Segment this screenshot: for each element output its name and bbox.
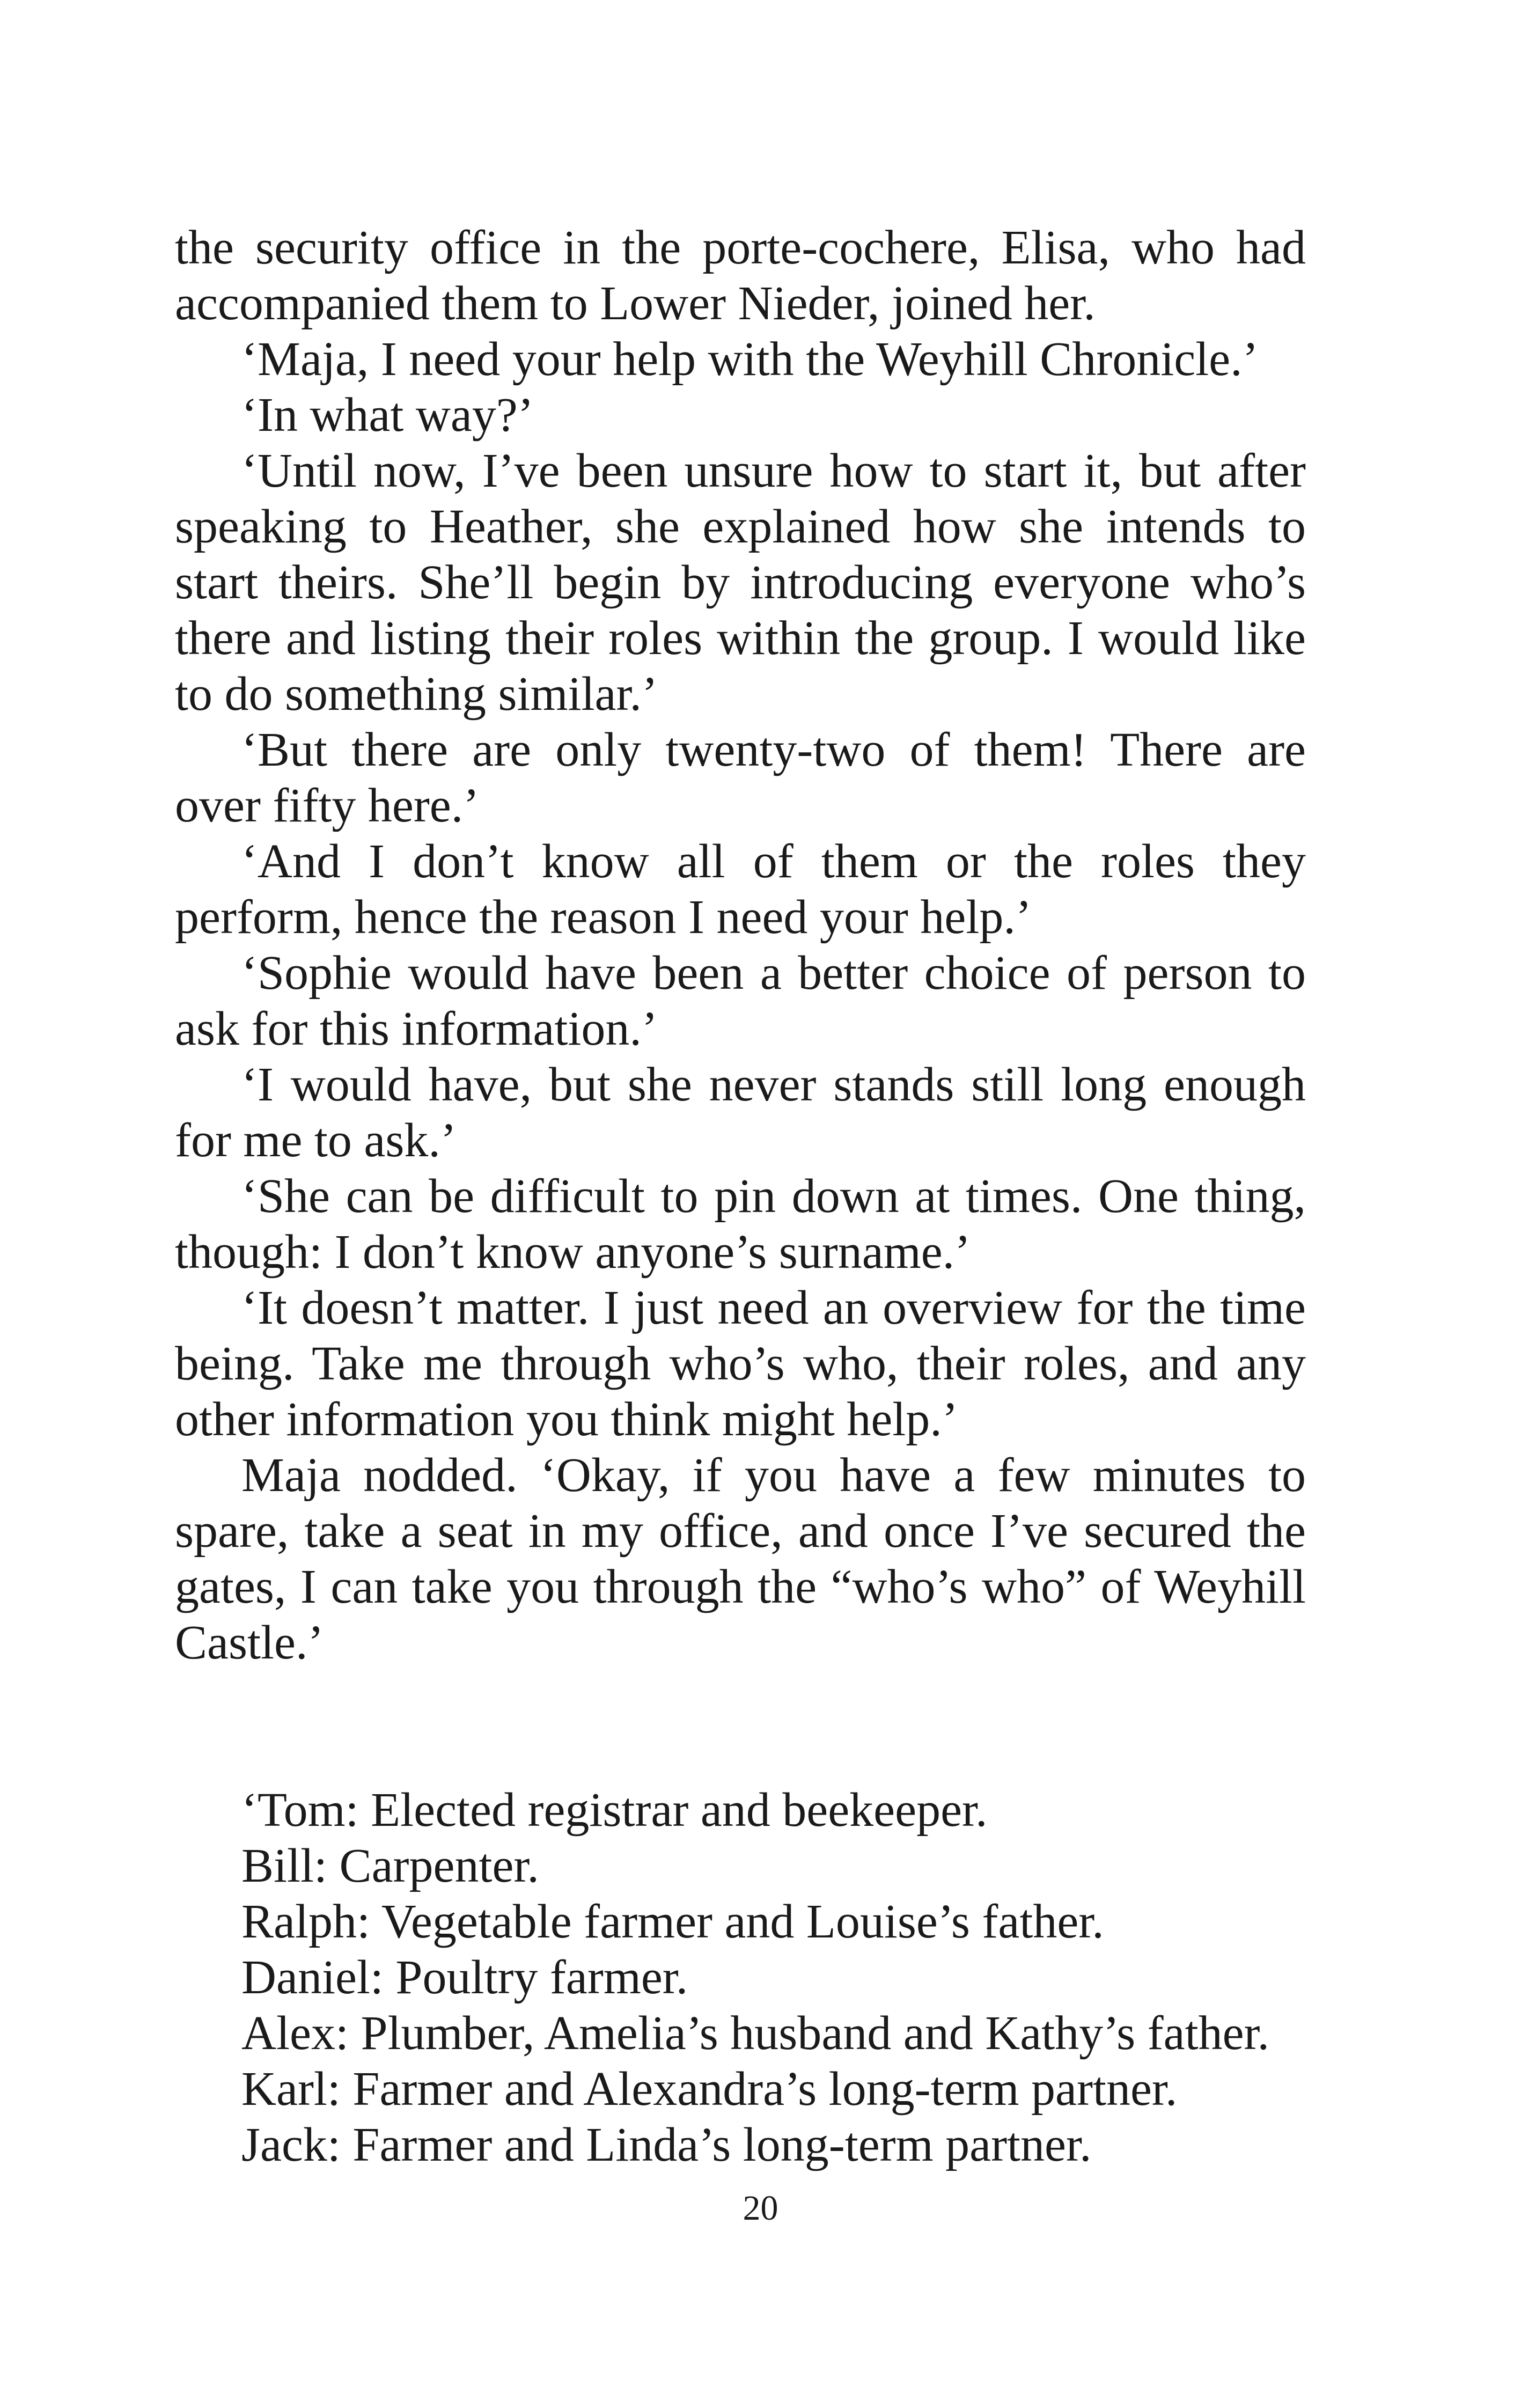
- paragraph: ‘She can be difficult to pin down at times. One thing, though: I don’t know anyone’s surname.’: [175, 1170, 1306, 1279]
- list-item: ‘Tom: Elected registrar and beekeeper.: [241, 1783, 988, 1837]
- page-body: [175, 220, 1306, 2173]
- list-item: Karl: Farmer and Alexandra’s long-term partner.: [241, 2062, 1178, 2116]
- paragraph: Maja nodded. ‘Okay, if you have a few minutes to spare, take a seat in my office, and once I’ve secured the gates, I can take you through the “who’s who” of Weyhill Castle.’: [175, 1449, 1306, 1669]
- paragraph: the security office in the porte-cochere, Elisa, who had accompanied them to Lower Nieder, joined her.: [175, 221, 1306, 330]
- paragraph: ‘I would have, but she never stands still long enough for me to ask.’: [175, 1058, 1306, 1167]
- paragraph: ‘It doesn’t matter. I just need an overview for the time being. Take me through who’s who, their roles, and any other information you think might help.’: [175, 1281, 1306, 1446]
- list-item: Bill: Carpenter.: [241, 1839, 539, 1892]
- list-item: Alex: Plumber, Amelia’s husband and Kathy’s father.: [241, 2007, 1270, 2060]
- list-item: Ralph: Vegetable farmer and Louise’s father.: [241, 1895, 1104, 1948]
- roles-list: [175, 1782, 1306, 2173]
- paragraph: ‘In what way?’: [241, 388, 534, 442]
- page-number: 20: [743, 2189, 778, 2228]
- paragraph: ‘But there are only twenty-two of them! There are over fifty here.’: [175, 723, 1306, 832]
- list-item: Daniel: Poultry farmer.: [241, 1951, 688, 2004]
- paragraph: ‘And I don’t know all of them or the roles they perform, hence the reason I need your help.’: [175, 835, 1306, 944]
- paragraph: ‘Maja, I need your help with the Weyhill Chronicle.’: [241, 333, 1259, 386]
- paragraph: ‘Sophie would have been a better choice of person to ask for this information.’: [175, 946, 1306, 1055]
- list-item: Jack: Farmer and Linda’s long-term partner.: [241, 2118, 1092, 2171]
- paragraph: ‘Until now, I’ve been unsure how to start it, but after speaking to Heather, she explained how she intends to start theirs. She’ll begin by introducing everyone who’s there and listing their roles within the group. I would like to do something similar.’: [175, 444, 1306, 721]
